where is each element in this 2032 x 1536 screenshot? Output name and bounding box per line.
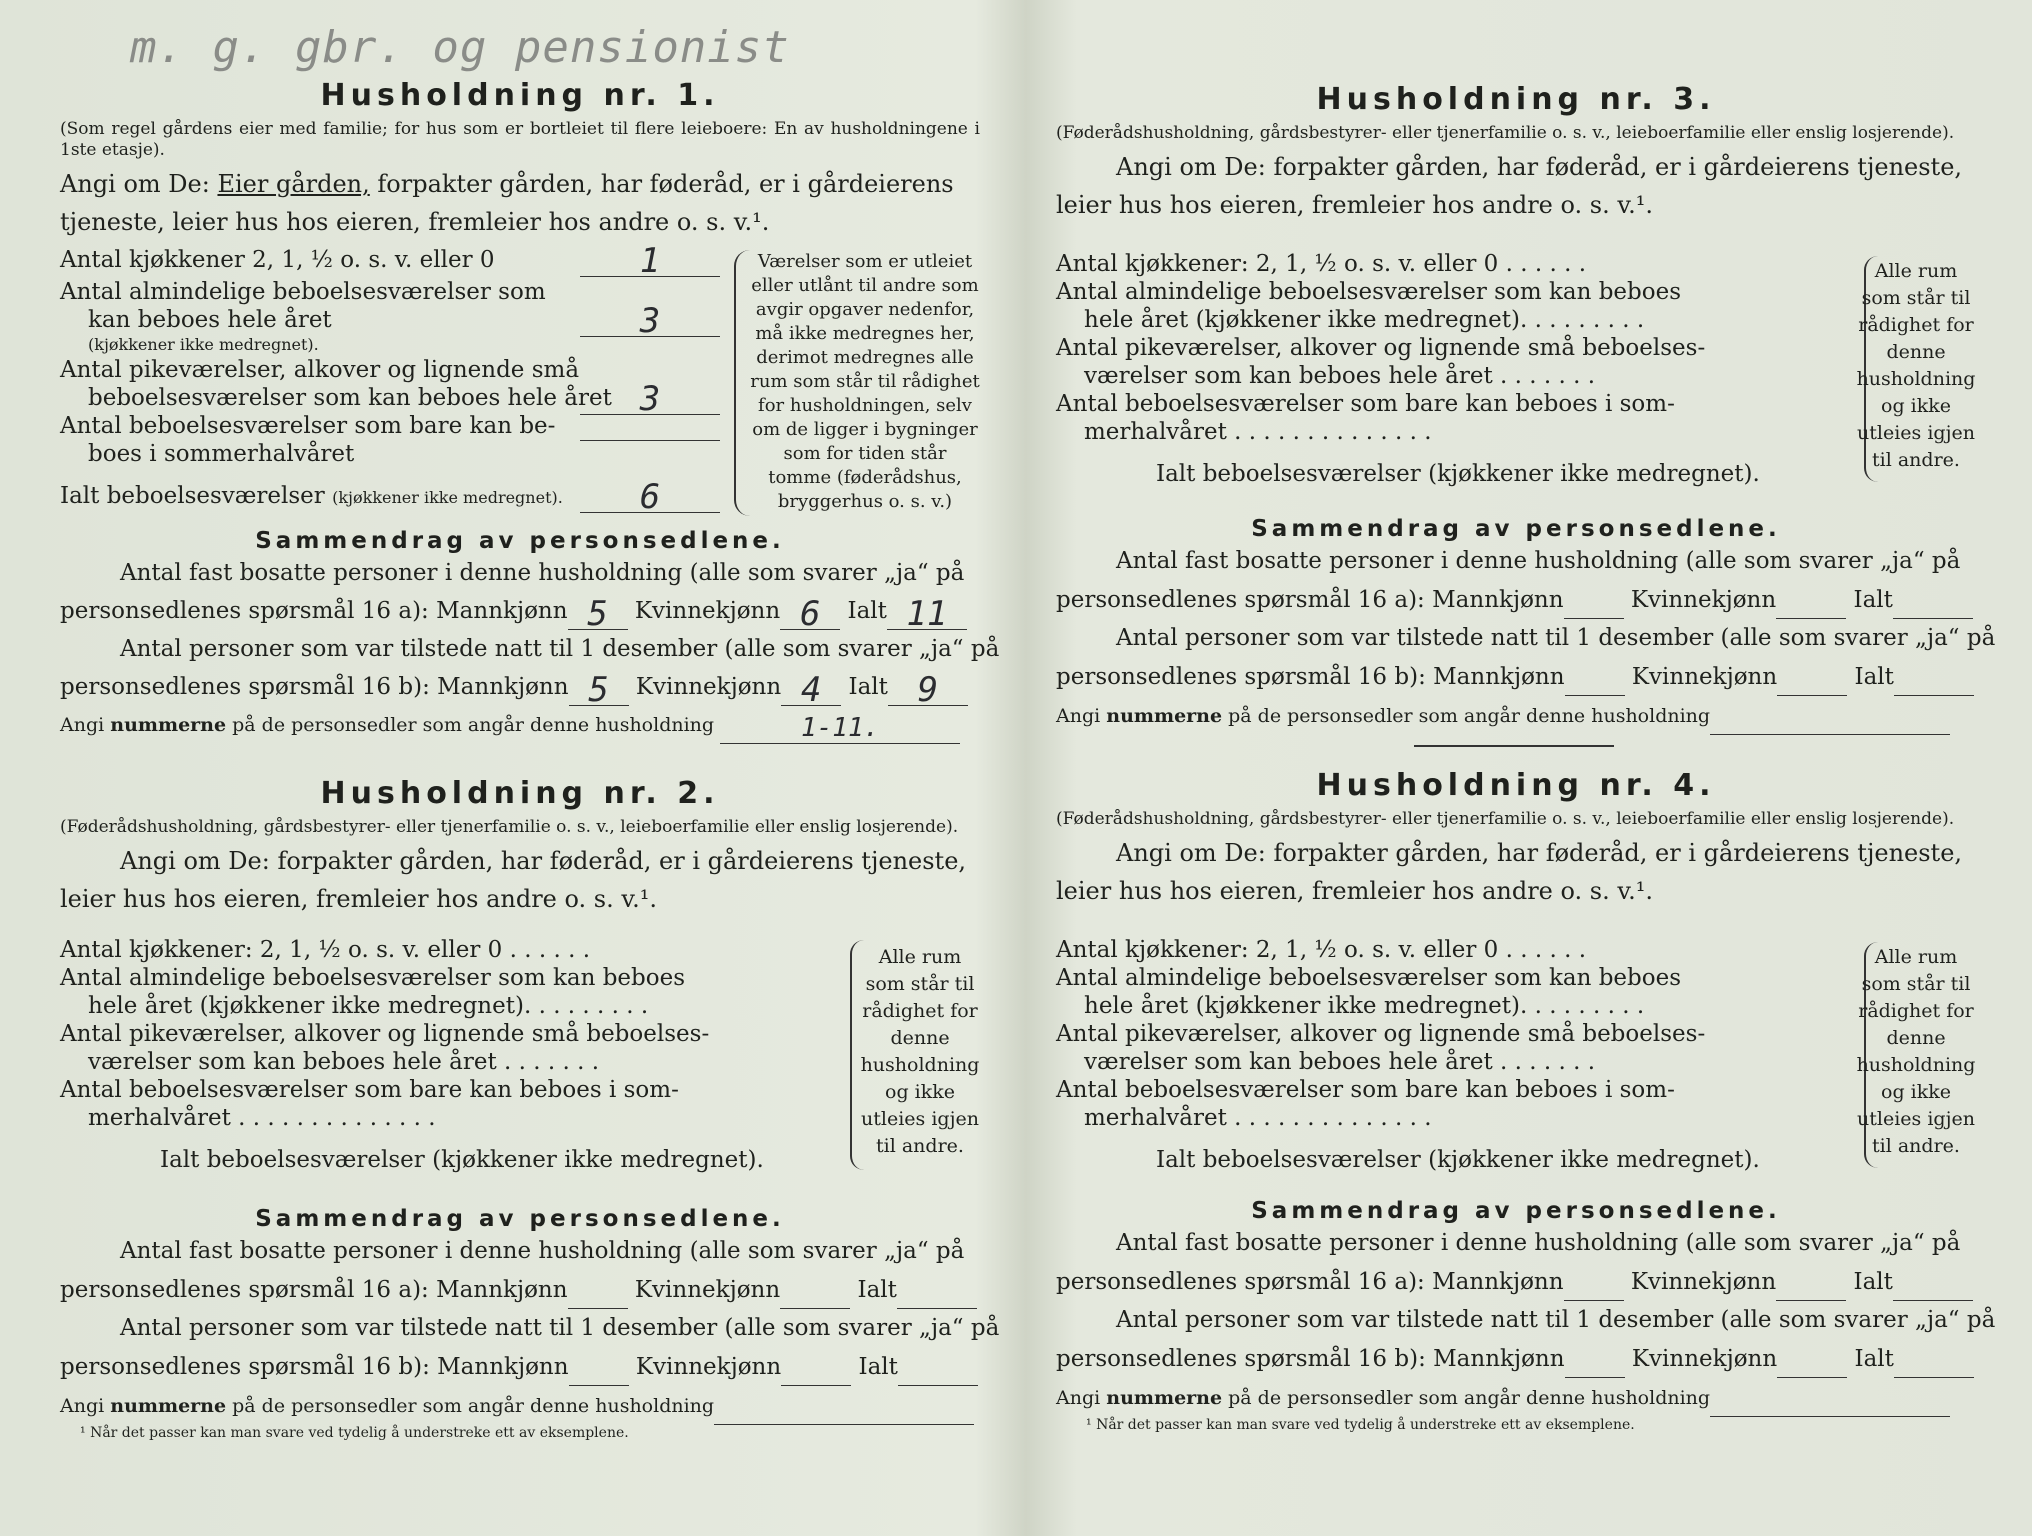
household-2-title: Husholdning nr. 2. <box>320 776 720 811</box>
present-text: Antal personer som var tilstede natt til 1 desember (alle som svarer „ja“ på <box>120 636 1000 662</box>
right-page <box>1056 0 1996 1536</box>
fast-row: personsedlenes spørsmål 16 a): Mannkjønn 5 Kvinnekjønn 6 Ialt 11 <box>60 592 980 630</box>
household-2-summary <box>60 1206 1000 1441</box>
brace <box>734 250 750 516</box>
h2-maid-1: Antal pikeværelser, alkover og lignende små beboelses- <box>60 1021 710 1047</box>
nummer-row: Angi nummerne på de personsedler som angår denne husholdning <box>1056 1378 1976 1417</box>
fast-male: 5 <box>568 599 628 630</box>
h3-maid-2: værelser som kan beboes hele året . . . . . . . <box>1084 363 1596 389</box>
h3-summer-2: merhalvåret . . . . . . . . . . . . . . <box>1084 419 1432 445</box>
h3-kitchens-row: Antal kjøkkener: 2, 1, ½ o. s. v. eller 0 . . . . . . <box>1056 251 1587 277</box>
h2-kitchens-row: Antal kjøkkener: 2, 1, ½ o. s. v. eller 0 . . . . . . <box>60 937 591 963</box>
fast-row: personsedlenes spørsmål 16 a): Mannkjønn Kvinnekjønn Ialt <box>1056 580 1976 619</box>
h4-ordinary-2: hele året (kjøkkener ikke medregnet). . . . . . . . . <box>1084 993 1645 1019</box>
household-4-rooms <box>1056 936 1760 1174</box>
household-1-side-note: Værelser som er utleiet eller utlånt til andre som avgir opgaver nedenfor, må ikke medregnes her, derimot medregnes alle rum som står til rådighet for husholdningen, selv om de ligger i bygninger som for tiden står tomme (føderådshus, bryggerhus o. s. v.) <box>750 251 980 512</box>
household-3-angi: Angi om De: forpakter gården, har føderåd, er i gårdeierens tjeneste, leier hus hos eieren, fremleier hos andre o. s. v.¹. <box>1056 153 1963 219</box>
nummer-row: Angi nummerne på de personsedler som angår denne husholdning <box>1056 696 1976 735</box>
summary-title: Sammendrag av personsedlene. <box>1251 516 1781 542</box>
h4-maid-2: værelser som kan beboes hele året . . . . . . . <box>1084 1049 1596 1075</box>
h3-ordinary-1: Antal almindelige beboelsesværelser som kan beboes <box>1056 279 1682 305</box>
footnote: ¹ Når det passer kan man svare ved tydelig å understreke ett av eksemplene. <box>1086 1417 1635 1433</box>
kitchens-row: Antal kjøkkener 2, 1, ½ o. s. v. eller 0 1 <box>60 246 720 274</box>
present-text: Antal personer som var tilstede natt til 1 desember (alle som svarer „ja“ på <box>120 1315 1000 1341</box>
summer-rooms-label: Antal beboelsesværelser som bare kan be- <box>60 413 556 439</box>
maid-rooms-value: 3 <box>580 384 720 415</box>
ordinary-rooms-label: Antal almindelige beboelsesværelser som <box>60 279 546 305</box>
nummer-value: 1-11. <box>720 713 960 744</box>
fast-text: Antal fast bosatte personer i denne husholdning (alle som svarer „ja“ på <box>1116 1230 1961 1256</box>
h4-kitchens-row: Antal kjøkkener: 2, 1, ½ o. s. v. eller 0 . . . . . . <box>1056 937 1587 963</box>
h2-summer-2: merhalvåret . . . . . . . . . . . . . . <box>88 1105 436 1131</box>
present-row: personsedlenes spørsmål 16 b): Mannkjønn 5 Kvinnekjønn 4 Ialt 9 <box>60 668 980 706</box>
maid-rooms-row: beboelsesværelser som kan beboes hele året 3 <box>60 384 720 412</box>
household-1-title: Husholdning nr. 1. <box>320 78 720 113</box>
h2-summer-1: Antal beboelsesværelser som bare kan beboes i som- <box>60 1077 679 1103</box>
present-female: 4 <box>781 675 841 706</box>
h4-total: Ialt beboelsesværelser (kjøkkener ikke medregnet). <box>1156 1147 1760 1173</box>
handwritten-header: m. g. gbr. og pensionist <box>130 22 790 73</box>
h3-maid-1: Antal pikeværelser, alkover og lignende små beboelses- <box>1056 335 1706 361</box>
left-page <box>60 0 1000 1536</box>
present-total: 9 <box>888 675 968 706</box>
fast-text: Antal fast bosatte personer i denne husholdning (alle som svarer „ja“ på <box>120 560 965 586</box>
household-2-angi: Angi om De: forpakter gården, har føderåd, er i gårdeierens tjeneste, leier hus hos eieren, fremleier hos andre o. s. v.¹. <box>60 847 967 913</box>
household-3-title: Husholdning nr. 3. <box>1316 82 1716 117</box>
fast-row: personsedlenes spørsmål 16 a): Mannkjønn Kvinnekjønn Ialt <box>60 1270 980 1309</box>
household-2-rooms <box>60 936 764 1174</box>
fast-text: Antal fast bosatte personer i denne husholdning (alle som svarer „ja“ på <box>120 1238 965 1264</box>
h2-maid-2: værelser som kan beboes hele året . . . . . . . <box>88 1049 600 1075</box>
h3-total: Ialt beboelsesværelser (kjøkkener ikke medregnet). <box>1156 461 1760 487</box>
maid-rooms-label: Antal pikeværelser, alkover og lignende små <box>60 357 580 383</box>
summary-title: Sammendrag av personsedlene. <box>255 1206 785 1232</box>
kitchens-value: 1 <box>580 246 720 277</box>
nummer-row: Angi nummerne på de personsedler som angår denne husholdning 1-11. <box>60 706 980 744</box>
h2-total: Ialt beboelsesværelser (kjøkkener ikke medregnet). <box>160 1147 764 1173</box>
summary-title: Sammendrag av personsedlene. <box>1251 1198 1781 1224</box>
ordinary-rooms-row: kan beboes hele året 3 <box>60 306 720 334</box>
household-1-subtitle: (Som regel gårdens eier med familie; for hus som er bortleiet til flere leieboere: En av husholdningene i 1ste etasje). <box>60 119 980 160</box>
fast-text: Antal fast bosatte personer i denne husholdning (alle som svarer „ja“ på <box>1116 548 1961 574</box>
household-4-angi: Angi om De: forpakter gården, har føderåd, er i gårdeierens tjeneste, leier hus hos eieren, fremleier hos andre o. s. v.¹. <box>1056 839 1963 905</box>
household-1-angi: Angi om De: Eier gården, forpakter gården, har føderåd, er i gårdeierens tjeneste, leier hus hos eieren, fremleier hos andre o. s. v.¹. <box>60 170 954 236</box>
underlined-answer: Eier gården, <box>217 170 370 198</box>
household-2-side-note: Alle rum som står til rådighet for denne husholdning og ikke utleies igjen til andre. <box>860 946 980 1157</box>
h4-ordinary-1: Antal almindelige beboelsesværelser som kan beboes <box>1056 965 1682 991</box>
household-3-side-note: Alle rum som står til rådighet for denne husholdning og ikke utleies igjen til andre. <box>1856 260 1976 471</box>
fast-total: 11 <box>887 599 967 630</box>
fast-female: 6 <box>780 599 840 630</box>
household-1 <box>60 78 1000 743</box>
summer-rooms-row: boes i sommerhalvåret <box>60 440 720 468</box>
section-divider <box>1414 745 1614 747</box>
household-3-summary <box>1056 516 1996 735</box>
nummer-row: Angi nummerne på de personsedler som angår denne husholdning <box>60 1386 980 1425</box>
summary-title: Sammendrag av personsedlene. <box>255 528 785 554</box>
h2-ordinary-1: Antal almindelige beboelsesværelser som kan beboes <box>60 965 686 991</box>
household-3-subtitle: (Føderådshusholdning, gårdsbestyrer- eller tjenerfamilie o. s. v., leieboerfamilie eller enslig losjerende). <box>1056 123 1955 143</box>
household-3 <box>1056 82 1996 727</box>
ordinary-rooms-note: (kjøkkener ikke medregnet). <box>88 335 319 354</box>
household-2-subtitle: (Føderådshusholdning, gårdsbestyrer- eller tjenerfamilie o. s. v., leieboerfamilie eller enslig losjerende). <box>60 817 959 837</box>
household-2 <box>60 776 1000 1441</box>
h4-summer-1: Antal beboelsesværelser som bare kan beboes i som- <box>1056 1077 1675 1103</box>
footnote: ¹ Når det passer kan man svare ved tydelig å understreke ett av eksemplene. <box>80 1425 629 1441</box>
household-4-side-note: Alle rum som står til rådighet for denne husholdning og ikke utleies igjen til andre. <box>1856 946 1976 1157</box>
h3-summer-1: Antal beboelsesværelser som bare kan beboes i som- <box>1056 391 1675 417</box>
present-male: 5 <box>569 675 629 706</box>
total-rooms-row: Ialt beboelsesværelser (kjøkkener ikke medregnet). 6 <box>60 482 720 510</box>
summer-rooms-value <box>580 440 720 441</box>
ordinary-rooms-value: 3 <box>580 306 720 337</box>
household-4-summary <box>1056 1198 1996 1433</box>
h4-maid-1: Antal pikeværelser, alkover og lignende små beboelses- <box>1056 1021 1706 1047</box>
household-1-summary <box>60 528 1000 744</box>
h4-summer-2: merhalvåret . . . . . . . . . . . . . . <box>1084 1105 1432 1131</box>
present-row: personsedlenes spørsmål 16 b): Mannkjønn Kvinnekjønn Ialt <box>1056 1339 1976 1378</box>
household-1-rooms <box>60 241 720 517</box>
h2-ordinary-2: hele året (kjøkkener ikke medregnet). . . . . . . . . <box>88 993 649 1019</box>
total-rooms-value: 6 <box>580 482 720 513</box>
household-3-rooms <box>1056 250 1760 488</box>
household-4 <box>1056 768 1996 1433</box>
h3-ordinary-2: hele året (kjøkkener ikke medregnet). . . . . . . . . <box>1084 307 1645 333</box>
present-row: personsedlenes spørsmål 16 b): Mannkjønn Kvinnekjønn Ialt <box>1056 657 1976 696</box>
present-row: personsedlenes spørsmål 16 b): Mannkjønn Kvinnekjønn Ialt <box>60 1347 980 1386</box>
present-text: Antal personer som var tilstede natt til 1 desember (alle som svarer „ja“ på <box>1116 1307 1996 1333</box>
household-4-title: Husholdning nr. 4. <box>1316 768 1716 803</box>
household-4-subtitle: (Føderådshusholdning, gårdsbestyrer- eller tjenerfamilie o. s. v., leieboerfamilie eller enslig losjerende). <box>1056 809 1955 829</box>
present-text: Antal personer som var tilstede natt til 1 desember (alle som svarer „ja“ på <box>1116 625 1996 651</box>
fast-row: personsedlenes spørsmål 16 a): Mannkjønn Kvinnekjønn Ialt <box>1056 1262 1976 1301</box>
